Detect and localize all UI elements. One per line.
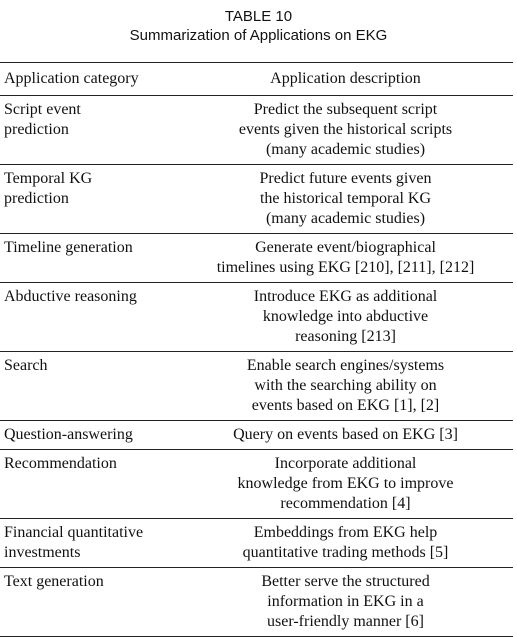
application-category-cell <box>0 519 178 568</box>
table-row <box>0 234 513 283</box>
description-line: knowledge into abductive <box>262 308 429 325</box>
description-line: Better serve the structured <box>261 573 430 590</box>
category-line: Financial quantitative <box>4 524 144 541</box>
category-line: Question-answering <box>4 426 133 443</box>
description-line: Introduce EKG as additional <box>253 288 438 305</box>
header-application-category: Application category <box>0 63 178 96</box>
description-line: Incorporate additional <box>274 455 417 472</box>
category-line: Search <box>4 357 48 374</box>
application-description-cell <box>178 234 513 283</box>
application-category-cell <box>0 283 178 352</box>
application-category-cell <box>0 421 178 450</box>
table-row <box>0 283 513 352</box>
table-title: Summarization of Applications on EKG <box>129 27 388 44</box>
table-row <box>0 519 513 568</box>
description-line: reasoning [213] <box>295 328 396 345</box>
application-category-cell <box>0 568 178 637</box>
table-row <box>0 165 513 234</box>
category-line: Temporal KG <box>4 170 93 187</box>
description-line: recommendation [4] <box>280 495 411 512</box>
category-line: Text generation <box>4 573 104 590</box>
application-description-cell <box>178 96 513 165</box>
application-category-cell <box>0 234 178 283</box>
application-description-cell <box>178 352 513 421</box>
description-line: (many academic studies) <box>265 141 426 158</box>
description-line: Embeddings from EKG help <box>253 524 438 541</box>
description-line: Query on events based on EKG [3] <box>233 426 458 443</box>
application-description-cell <box>178 283 513 352</box>
table-body <box>0 96 513 637</box>
description-line: events given the historical scripts <box>238 121 453 138</box>
category-line: investments <box>4 544 81 561</box>
application-description-cell <box>178 519 513 568</box>
application-description-cell <box>178 421 513 450</box>
table-row <box>0 352 513 421</box>
table-row <box>0 450 513 519</box>
description-line: events based on EKG [1], [2] <box>251 397 440 414</box>
description-line: Generate event/biographical <box>255 239 436 256</box>
category-line: Script event <box>4 101 81 118</box>
application-category-cell <box>0 352 178 421</box>
description-line: knowledge from EKG to improve <box>237 475 454 492</box>
application-description-cell <box>178 165 513 234</box>
description-line: Predict future events given <box>259 170 432 187</box>
description-line: the historical temporal KG <box>259 190 432 207</box>
category-line: prediction <box>4 121 69 138</box>
category-line: prediction <box>4 190 69 207</box>
description-line: user-friendly manner [6] <box>267 613 424 630</box>
application-category-cell <box>0 450 178 519</box>
table-row <box>0 421 513 450</box>
description-line: with the searching ability on <box>254 377 437 394</box>
application-category-cell <box>0 96 178 165</box>
header-application-description: Application description <box>178 63 513 96</box>
table-row <box>0 96 513 165</box>
table-label: TABLE 10 <box>224 8 293 25</box>
category-line: Timeline generation <box>4 239 133 256</box>
description-line: quantitative trading methods [5] <box>242 544 449 561</box>
application-category-cell <box>0 165 178 234</box>
category-line: Abductive reasoning <box>4 288 137 305</box>
applications-table <box>0 62 513 637</box>
description-line: Enable search engines/systems <box>246 357 445 374</box>
description-line: timelines using EKG [210], [211], [212] <box>216 259 475 276</box>
application-description-cell <box>178 568 513 637</box>
description-line: Predict the subsequent script <box>253 101 438 118</box>
application-description-cell <box>178 450 513 519</box>
category-line: Recommendation <box>4 455 117 472</box>
table-row <box>0 568 513 637</box>
description-line: information in EKG in a <box>267 593 424 610</box>
description-line: (many academic studies) <box>265 210 426 227</box>
table-header-row <box>0 63 513 96</box>
